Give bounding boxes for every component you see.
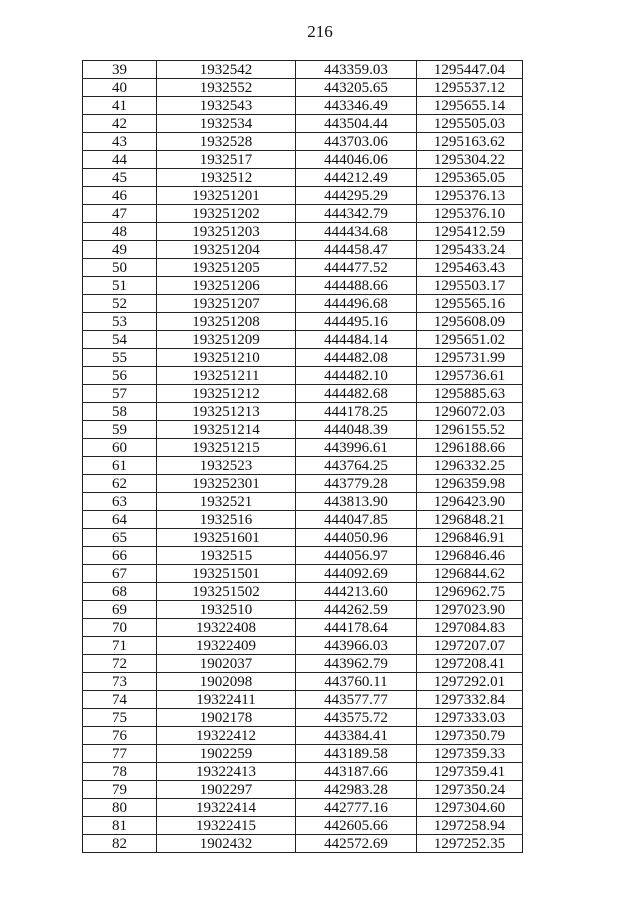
point-id-cell: 1932523 [157,457,296,475]
row-number-cell: 75 [83,709,157,727]
point-id-cell: 19322408 [157,619,296,637]
x-coordinate-cell: 443187.66 [296,763,417,781]
x-coordinate-cell: 444484.14 [296,331,417,349]
row-number-cell: 54 [83,331,157,349]
row-number-cell: 52 [83,295,157,313]
point-id-cell: 193251502 [157,583,296,601]
point-id-cell: 1902297 [157,781,296,799]
point-id-cell: 193251601 [157,529,296,547]
y-coordinate-cell: 1296332.25 [417,457,523,475]
x-coordinate-cell: 444458.47 [296,241,417,259]
table-row [83,133,523,151]
row-number-cell: 69 [83,601,157,619]
point-id-cell: 1932528 [157,133,296,151]
y-coordinate-cell: 1295885.63 [417,385,523,403]
y-coordinate-cell: 1295537.12 [417,79,523,97]
x-coordinate-cell: 444212.49 [296,169,417,187]
point-id-cell: 1932552 [157,79,296,97]
point-id-cell: 193251203 [157,223,296,241]
row-number-cell: 76 [83,727,157,745]
row-number-cell: 61 [83,457,157,475]
row-number-cell: 63 [83,493,157,511]
point-id-cell: 19322414 [157,799,296,817]
x-coordinate-cell: 443577.77 [296,691,417,709]
row-number-cell: 47 [83,205,157,223]
y-coordinate-cell: 1297084.83 [417,619,523,637]
y-coordinate-cell: 1295163.62 [417,133,523,151]
table-row [83,277,523,295]
row-number-cell: 55 [83,349,157,367]
y-coordinate-cell: 1296359.98 [417,475,523,493]
table-body [83,61,523,853]
x-coordinate-cell: 444295.29 [296,187,417,205]
y-coordinate-cell: 1297359.41 [417,763,523,781]
y-coordinate-cell: 1296188.66 [417,439,523,457]
point-id-cell: 19322409 [157,637,296,655]
x-coordinate-cell: 443764.25 [296,457,417,475]
y-coordinate-cell: 1295433.24 [417,241,523,259]
x-coordinate-cell: 443504.44 [296,115,417,133]
table-row [83,655,523,673]
row-number-cell: 57 [83,385,157,403]
point-id-cell: 19322415 [157,817,296,835]
table-row [83,511,523,529]
table-row [83,727,523,745]
row-number-cell: 58 [83,403,157,421]
table-row [83,583,523,601]
coordinates-table [82,60,523,853]
x-coordinate-cell: 443966.03 [296,637,417,655]
y-coordinate-cell: 1295655.14 [417,97,523,115]
y-coordinate-cell: 1295608.09 [417,313,523,331]
point-id-cell: 193251215 [157,439,296,457]
row-number-cell: 79 [83,781,157,799]
row-number-cell: 48 [83,223,157,241]
point-id-cell: 1932516 [157,511,296,529]
y-coordinate-cell: 1297023.90 [417,601,523,619]
table-row [83,367,523,385]
row-number-cell: 46 [83,187,157,205]
row-number-cell: 64 [83,511,157,529]
x-coordinate-cell: 443813.90 [296,493,417,511]
row-number-cell: 59 [83,421,157,439]
point-id-cell: 1902178 [157,709,296,727]
row-number-cell: 56 [83,367,157,385]
x-coordinate-cell: 444178.64 [296,619,417,637]
table-row [83,385,523,403]
row-number-cell: 41 [83,97,157,115]
row-number-cell: 40 [83,79,157,97]
y-coordinate-cell: 1295365.05 [417,169,523,187]
point-id-cell: 1902259 [157,745,296,763]
row-number-cell: 80 [83,799,157,817]
y-coordinate-cell: 1295447.04 [417,61,523,79]
row-number-cell: 68 [83,583,157,601]
point-id-cell: 193251205 [157,259,296,277]
point-id-cell: 1932542 [157,61,296,79]
x-coordinate-cell: 443962.79 [296,655,417,673]
y-coordinate-cell: 1295736.61 [417,367,523,385]
x-coordinate-cell: 443346.49 [296,97,417,115]
row-number-cell: 81 [83,817,157,835]
point-id-cell: 193251501 [157,565,296,583]
point-id-cell: 1932543 [157,97,296,115]
y-coordinate-cell: 1296844.62 [417,565,523,583]
point-id-cell: 193251204 [157,241,296,259]
row-number-cell: 65 [83,529,157,547]
point-id-cell: 193251201 [157,187,296,205]
row-number-cell: 74 [83,691,157,709]
row-number-cell: 62 [83,475,157,493]
table-row [83,529,523,547]
table-row [83,313,523,331]
row-number-cell: 73 [83,673,157,691]
table-row [83,79,523,97]
x-coordinate-cell: 443384.41 [296,727,417,745]
y-coordinate-cell: 1297208.41 [417,655,523,673]
x-coordinate-cell: 444434.68 [296,223,417,241]
row-number-cell: 43 [83,133,157,151]
table-row [83,781,523,799]
x-coordinate-cell: 443575.72 [296,709,417,727]
table-row [83,259,523,277]
x-coordinate-cell: 442605.66 [296,817,417,835]
point-id-cell: 193251210 [157,349,296,367]
y-coordinate-cell: 1297258.94 [417,817,523,835]
y-coordinate-cell: 1296962.75 [417,583,523,601]
row-number-cell: 60 [83,439,157,457]
x-coordinate-cell: 444488.66 [296,277,417,295]
x-coordinate-cell: 444048.39 [296,421,417,439]
point-id-cell: 1902098 [157,673,296,691]
table-row [83,763,523,781]
point-id-cell: 19322411 [157,691,296,709]
y-coordinate-cell: 1296423.90 [417,493,523,511]
y-coordinate-cell: 1297332.84 [417,691,523,709]
y-coordinate-cell: 1296846.91 [417,529,523,547]
page-number: 216 [307,22,333,41]
y-coordinate-cell: 1295376.10 [417,205,523,223]
y-coordinate-cell: 1297304.60 [417,799,523,817]
x-coordinate-cell: 444046.06 [296,151,417,169]
table-row [83,475,523,493]
row-number-cell: 66 [83,547,157,565]
row-number-cell: 67 [83,565,157,583]
point-id-cell: 193251211 [157,367,296,385]
point-id-cell: 1932517 [157,151,296,169]
x-coordinate-cell: 444050.96 [296,529,417,547]
table-row [83,169,523,187]
row-number-cell: 39 [83,61,157,79]
x-coordinate-cell: 443359.03 [296,61,417,79]
point-id-cell: 193251207 [157,295,296,313]
x-coordinate-cell: 443996.61 [296,439,417,457]
y-coordinate-cell: 1295505.03 [417,115,523,133]
y-coordinate-cell: 1296848.21 [417,511,523,529]
point-id-cell: 193251214 [157,421,296,439]
y-coordinate-cell: 1295503.17 [417,277,523,295]
x-coordinate-cell: 444262.59 [296,601,417,619]
x-coordinate-cell: 443205.65 [296,79,417,97]
table-row [83,187,523,205]
point-id-cell: 19322413 [157,763,296,781]
point-id-cell: 1902432 [157,835,296,853]
x-coordinate-cell: 444092.69 [296,565,417,583]
row-number-cell: 53 [83,313,157,331]
row-number-cell: 77 [83,745,157,763]
x-coordinate-cell: 443779.28 [296,475,417,493]
y-coordinate-cell: 1297333.03 [417,709,523,727]
row-number-cell: 50 [83,259,157,277]
y-coordinate-cell: 1297359.33 [417,745,523,763]
point-id-cell: 1932512 [157,169,296,187]
x-coordinate-cell: 443189.58 [296,745,417,763]
point-id-cell: 193251213 [157,403,296,421]
table-row [83,349,523,367]
point-id-cell: 193252301 [157,475,296,493]
table-row [83,835,523,853]
point-id-cell: 1902037 [157,655,296,673]
row-number-cell: 44 [83,151,157,169]
table-row [83,97,523,115]
table-row [83,565,523,583]
y-coordinate-cell: 1297350.24 [417,781,523,799]
row-number-cell: 51 [83,277,157,295]
x-coordinate-cell: 444047.85 [296,511,417,529]
table-row [83,331,523,349]
row-number-cell: 49 [83,241,157,259]
row-number-cell: 42 [83,115,157,133]
x-coordinate-cell: 444213.60 [296,583,417,601]
table-row [83,547,523,565]
y-coordinate-cell: 1297292.01 [417,673,523,691]
point-id-cell: 1932510 [157,601,296,619]
point-id-cell: 19322412 [157,727,296,745]
table-row [83,457,523,475]
point-id-cell: 193251206 [157,277,296,295]
x-coordinate-cell: 442572.69 [296,835,417,853]
table-row [83,799,523,817]
x-coordinate-cell: 444482.08 [296,349,417,367]
y-coordinate-cell: 1296846.46 [417,547,523,565]
table-row [83,421,523,439]
table-row [83,691,523,709]
table-row [83,817,523,835]
y-coordinate-cell: 1295651.02 [417,331,523,349]
x-coordinate-cell: 443760.11 [296,673,417,691]
y-coordinate-cell: 1297350.79 [417,727,523,745]
point-id-cell: 1932515 [157,547,296,565]
x-coordinate-cell: 444477.52 [296,259,417,277]
point-id-cell: 193251202 [157,205,296,223]
table-row [83,241,523,259]
x-coordinate-cell: 442983.28 [296,781,417,799]
table-row [83,295,523,313]
y-coordinate-cell: 1295565.16 [417,295,523,313]
table-row [83,745,523,763]
row-number-cell: 71 [83,637,157,655]
y-coordinate-cell: 1295463.43 [417,259,523,277]
table-row [83,601,523,619]
row-number-cell: 70 [83,619,157,637]
table-row [83,205,523,223]
y-coordinate-cell: 1296155.52 [417,421,523,439]
table-row [83,403,523,421]
point-id-cell: 193251212 [157,385,296,403]
x-coordinate-cell: 444482.68 [296,385,417,403]
table-row [83,637,523,655]
y-coordinate-cell: 1296072.03 [417,403,523,421]
row-number-cell: 82 [83,835,157,853]
row-number-cell: 45 [83,169,157,187]
table-row [83,223,523,241]
x-coordinate-cell: 442777.16 [296,799,417,817]
x-coordinate-cell: 444495.16 [296,313,417,331]
y-coordinate-cell: 1295412.59 [417,223,523,241]
x-coordinate-cell: 444482.10 [296,367,417,385]
point-id-cell: 193251209 [157,331,296,349]
x-coordinate-cell: 444056.97 [296,547,417,565]
table-row [83,115,523,133]
x-coordinate-cell: 444496.68 [296,295,417,313]
y-coordinate-cell: 1295304.22 [417,151,523,169]
x-coordinate-cell: 444342.79 [296,205,417,223]
table-row [83,493,523,511]
y-coordinate-cell: 1295376.13 [417,187,523,205]
point-id-cell: 1932521 [157,493,296,511]
table-row [83,673,523,691]
y-coordinate-cell: 1295731.99 [417,349,523,367]
table-row [83,709,523,727]
x-coordinate-cell: 443703.06 [296,133,417,151]
table-row [83,439,523,457]
y-coordinate-cell: 1297207.07 [417,637,523,655]
y-coordinate-cell: 1297252.35 [417,835,523,853]
row-number-cell: 78 [83,763,157,781]
table-row [83,61,523,79]
row-number-cell: 72 [83,655,157,673]
table-row [83,619,523,637]
x-coordinate-cell: 444178.25 [296,403,417,421]
point-id-cell: 193251208 [157,313,296,331]
point-id-cell: 1932534 [157,115,296,133]
table-row [83,151,523,169]
